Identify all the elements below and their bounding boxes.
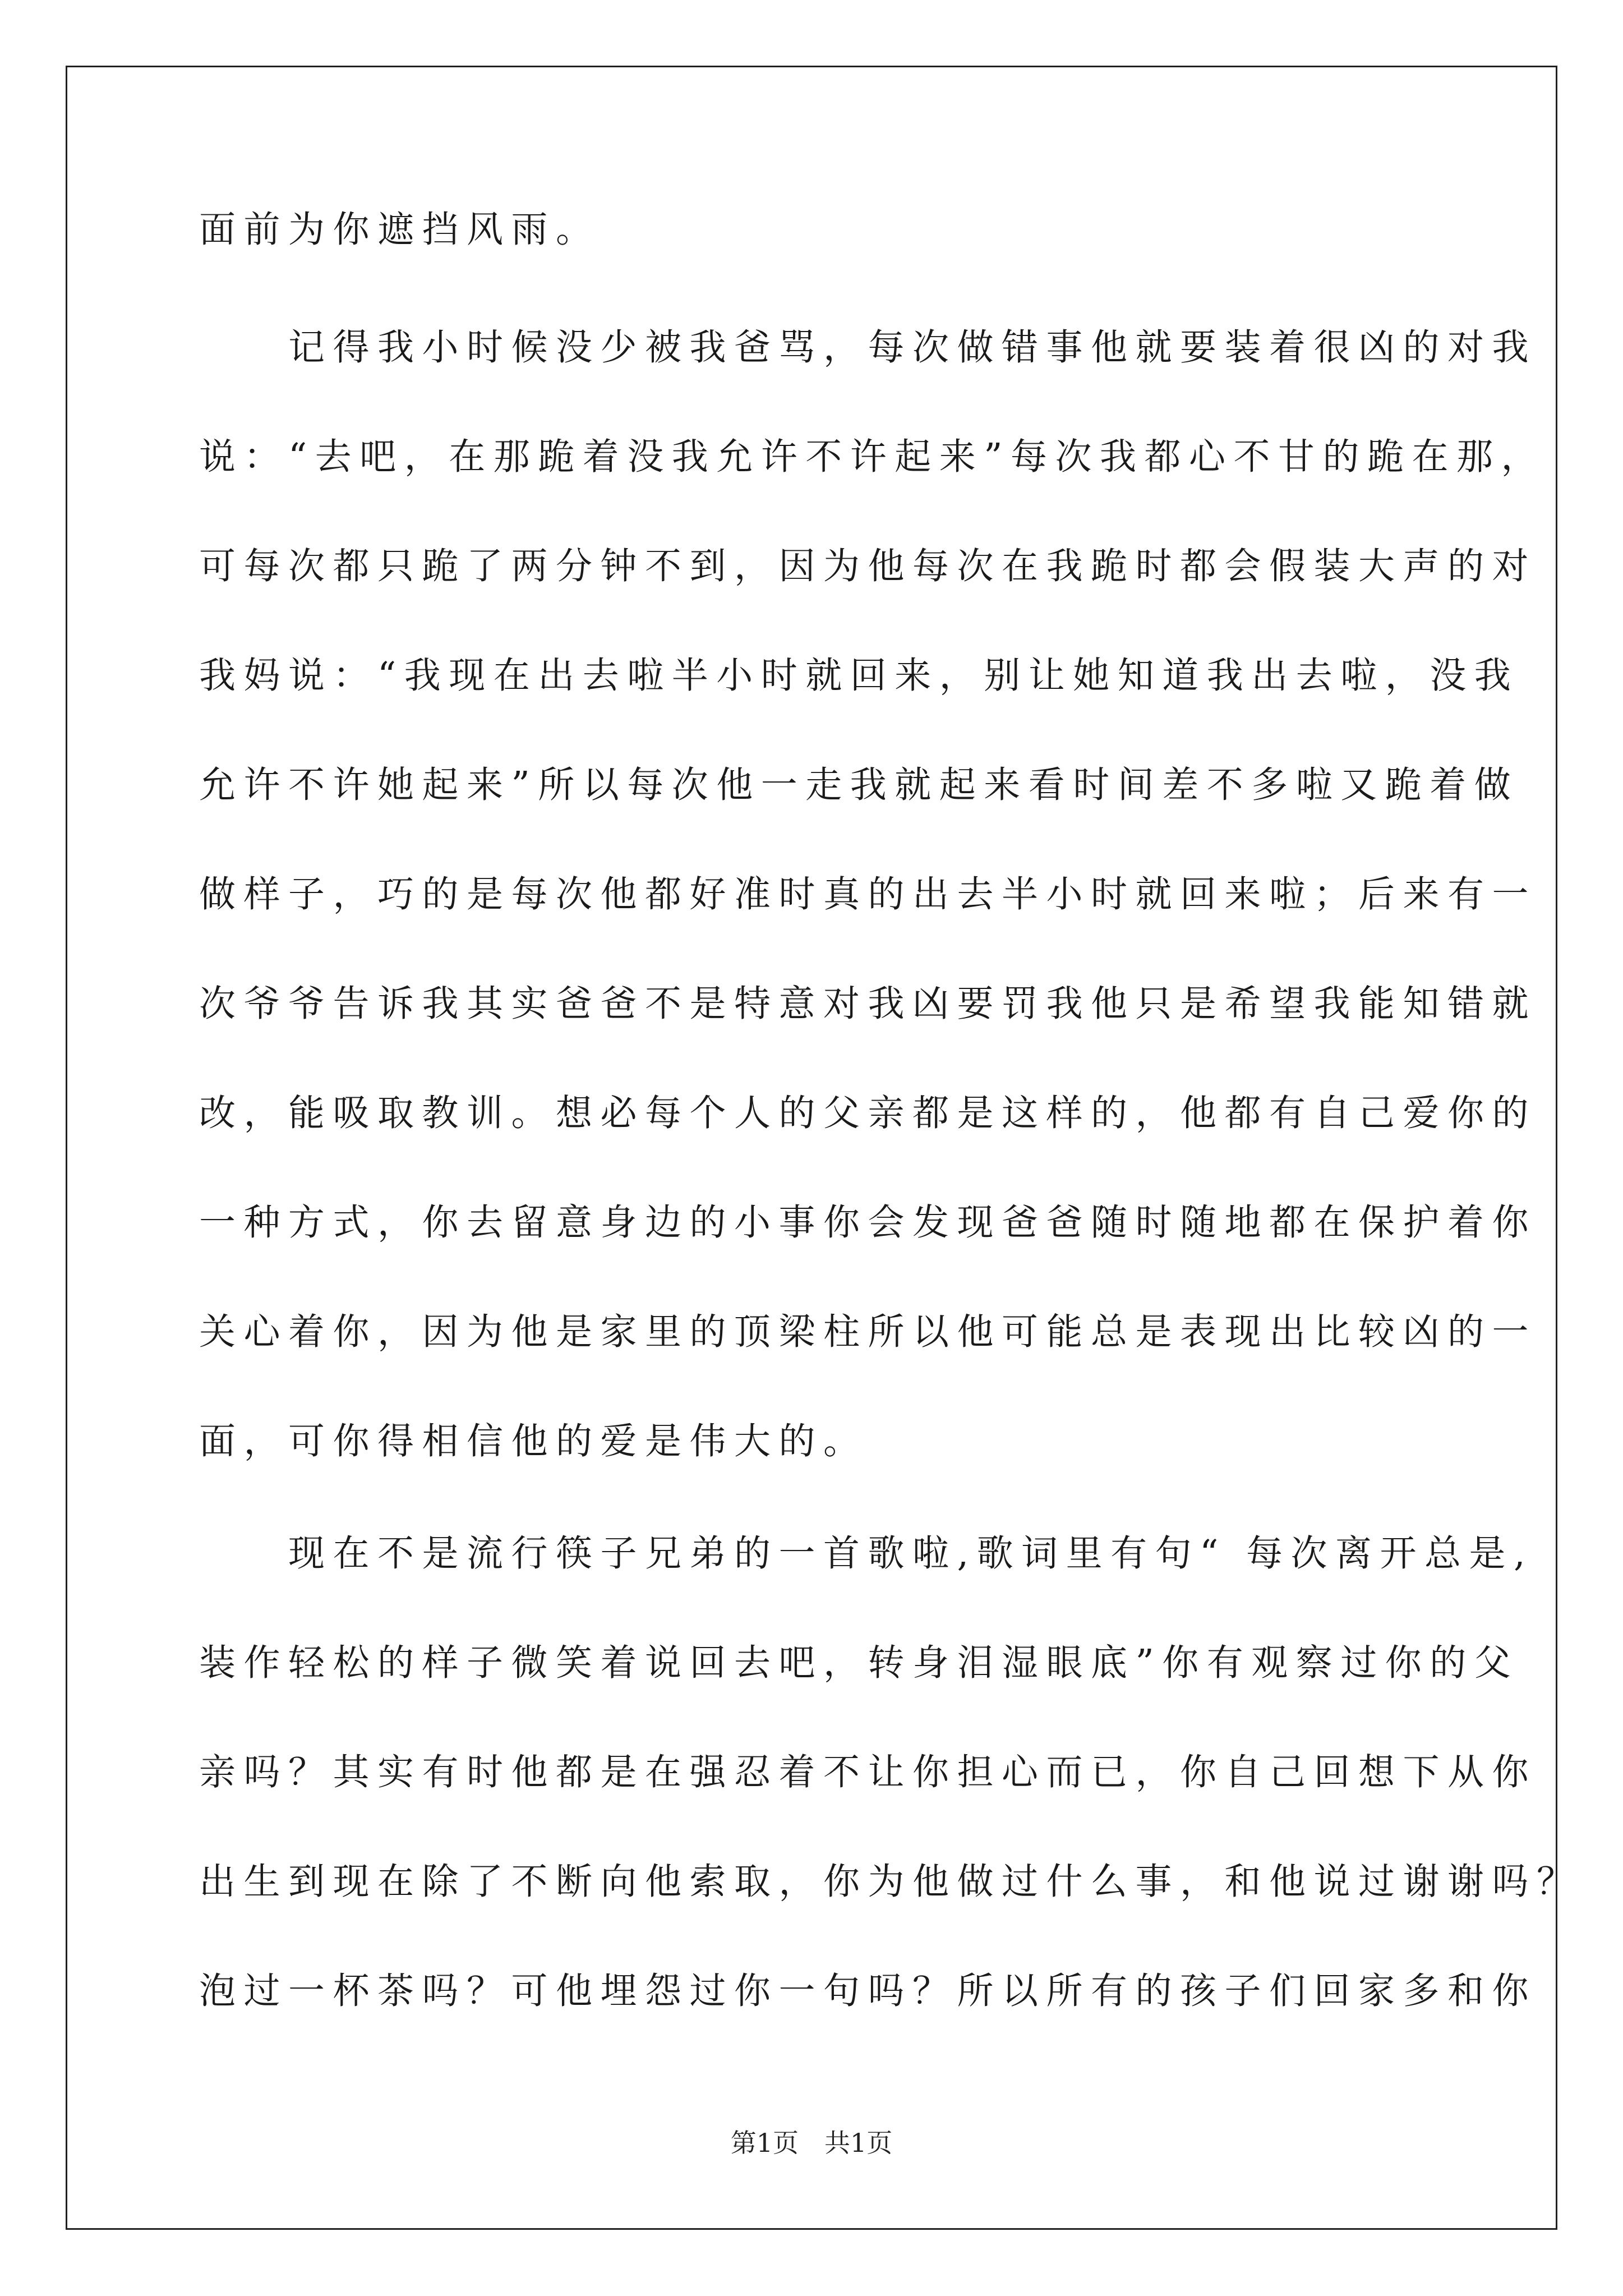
text-line: 我妈说：“我现在出去啦半小时就回来，别让她知道我出去啦，没我 — [199, 655, 1519, 697]
text-line: 面前为你遮挡风雨。 — [199, 209, 601, 251]
text-line: 面，可你得相信他的爱是伟大的。 — [199, 1420, 868, 1462]
text-line: 一种方式，你去留意身边的小事你会发现爸爸随时随地都在保护着你 — [199, 1202, 1537, 1244]
text-line: 改，能吸取教训。想必每个人的父亲都是这样的，他都有自己爱你的 — [199, 1092, 1537, 1134]
text-line: 亲吗？其实有时他都是在强忍着不让你担心而已，你自己回想下从你 — [199, 1751, 1537, 1793]
text-line: 说：“去吧，在那跪着没我允许不许起来”每次我都心不甘的跪在那， — [199, 436, 1546, 478]
text-line: 允许不许她起来”所以每次他一走我就起来看时间差不多啦又跪着做 — [199, 764, 1519, 806]
page-number: 第1页 共1页 — [730, 2128, 893, 2158]
text-line: 次爷爷告诉我其实爸爸不是特意对我凶要罚我他只是希望我能知错就 — [199, 983, 1537, 1025]
page-border — [66, 66, 1557, 2230]
text-line: 记得我小时候没少被我爸骂，每次做错事他就要装着很凶的对我 — [199, 326, 1537, 369]
text-line: 装作轻松的样子微笑着说回去吧，转身泪湿眼底”你有观察过你的父 — [199, 1642, 1519, 1684]
text-line: 出生到现在除了不断向他索取，你为他做过什么事，和他说过谢谢吗？ — [199, 1861, 1581, 1903]
text-line: 泡过一杯茶吗？可他埋怨过你一句吗？所以所有的孩子们回家多和你 — [199, 1970, 1537, 2012]
text-line: 可每次都只跪了两分钟不到，因为他每次在我跪时都会假装大声的对 — [199, 545, 1537, 587]
text-line: 做样子，巧的是每次他都好准时真的出去半小时就回来啦；后来有一 — [199, 873, 1537, 915]
text-line: 现在不是流行筷子兄弟的一首歌啦,歌词里有句“ 每次离开总是, — [199, 1533, 1534, 1575]
text-line: 关心着你，因为他是家里的顶梁柱所以他可能总是表现出比较凶的一 — [199, 1311, 1537, 1353]
